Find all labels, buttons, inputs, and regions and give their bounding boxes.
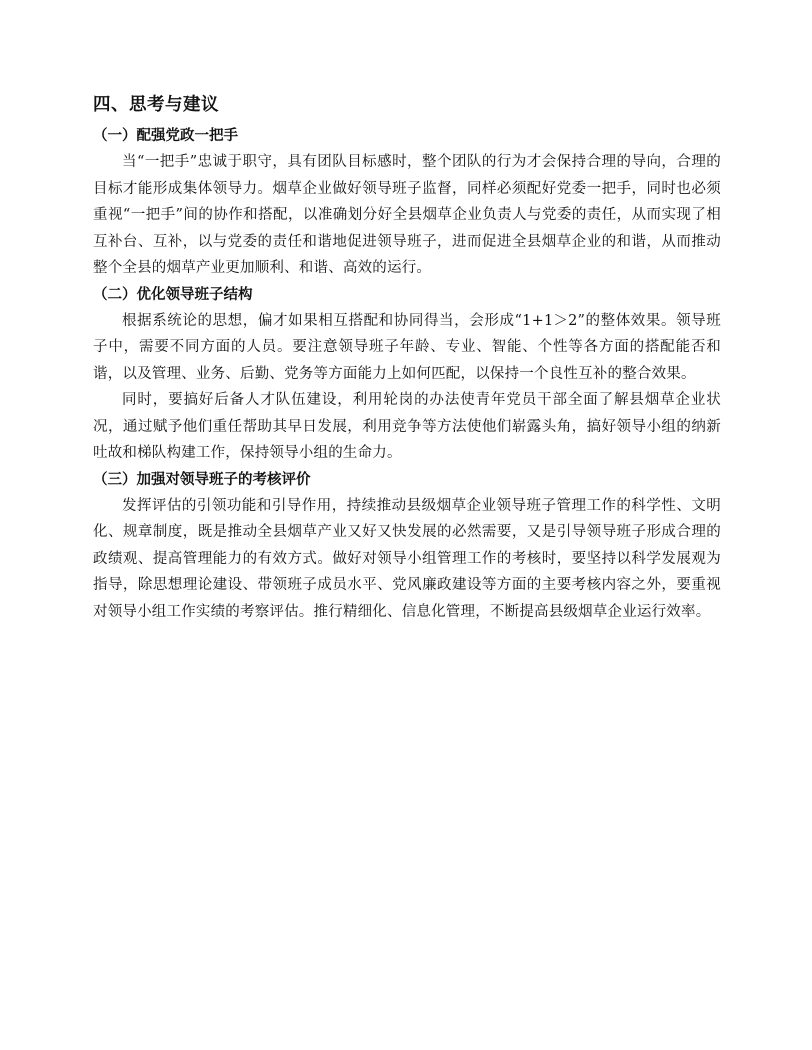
- paragraph-2-2: 同时，要搞好后备人才队伍建设，利用轮岗的办法使青年党员干部全面了解县烟草企业状况，通过赋予他们重任帮助其早日发展，利用竞争等方法使他们崭露头角，搞好领导小组的纳新吐故和梯队构建工作，保持领导小组的生命力。: [93, 392, 721, 461]
- paragraph-3-1: 发挥评估的引领功能和引导作用，持续推动县级烟草企业领导班子管理工作的科学性、文明化、规章制度，既是推动全县烟草产业又好又快发展的必然需要，又是引导领导班子形成合理的政绩观、提高管理能力的有效方式。做好对领导小组管理工作的考核时，要坚持以科学发展观为指导，除思想理论建设、带领班子成员水平、党风廉政建设等方面的主要考核内容之外，要重视对领导小组工作实绩的考察评估。推行精细化、信息化管理，不断提高县级烟草企业运行效率。: [93, 497, 721, 620]
- main-heading: 四、思考与建议: [93, 95, 219, 115]
- paragraph-2-1: 根据系统论的思想，偏才如果相互搭配和协同得当，会形成“1+1＞2”的整体效果。领导班子中，需要不同方面的人员。要注意领导班子年龄、专业、智能、个性等各方面的搭配能否和谐，以及管理、业务、后勤、党务等方面能力上如何匹配，以保持一个良性互补的整合效果。: [93, 312, 721, 382]
- section-title-2: （二）优化领导班子结构: [93, 286, 253, 303]
- document-body: [93, 92, 721, 625]
- paragraph-1-1: 当“一把手”忠诚于职守，具有团队目标感时，整个团队的行为才会保持合理的导向，合理的目标才能形成集体领导力。烟草企业做好领导班子监督，同样必须配好党委一把手，同时也必须重视“一把手”间的协作和搭配，以准确划分好全县烟草企业负责人与党委的责任，从而实现了相互补台、互补，以与党委的责任和谐地促进领导班子，进而促进全县烟草企业的和谐，从而推动整个全县的烟草产业更加顺利、和谐、高效的运行。: [93, 154, 721, 276]
- section-title-1: （一）配强党政一把手: [93, 128, 238, 144]
- section-title-3: （三）加强对领导班子的考核评价: [93, 471, 311, 488]
